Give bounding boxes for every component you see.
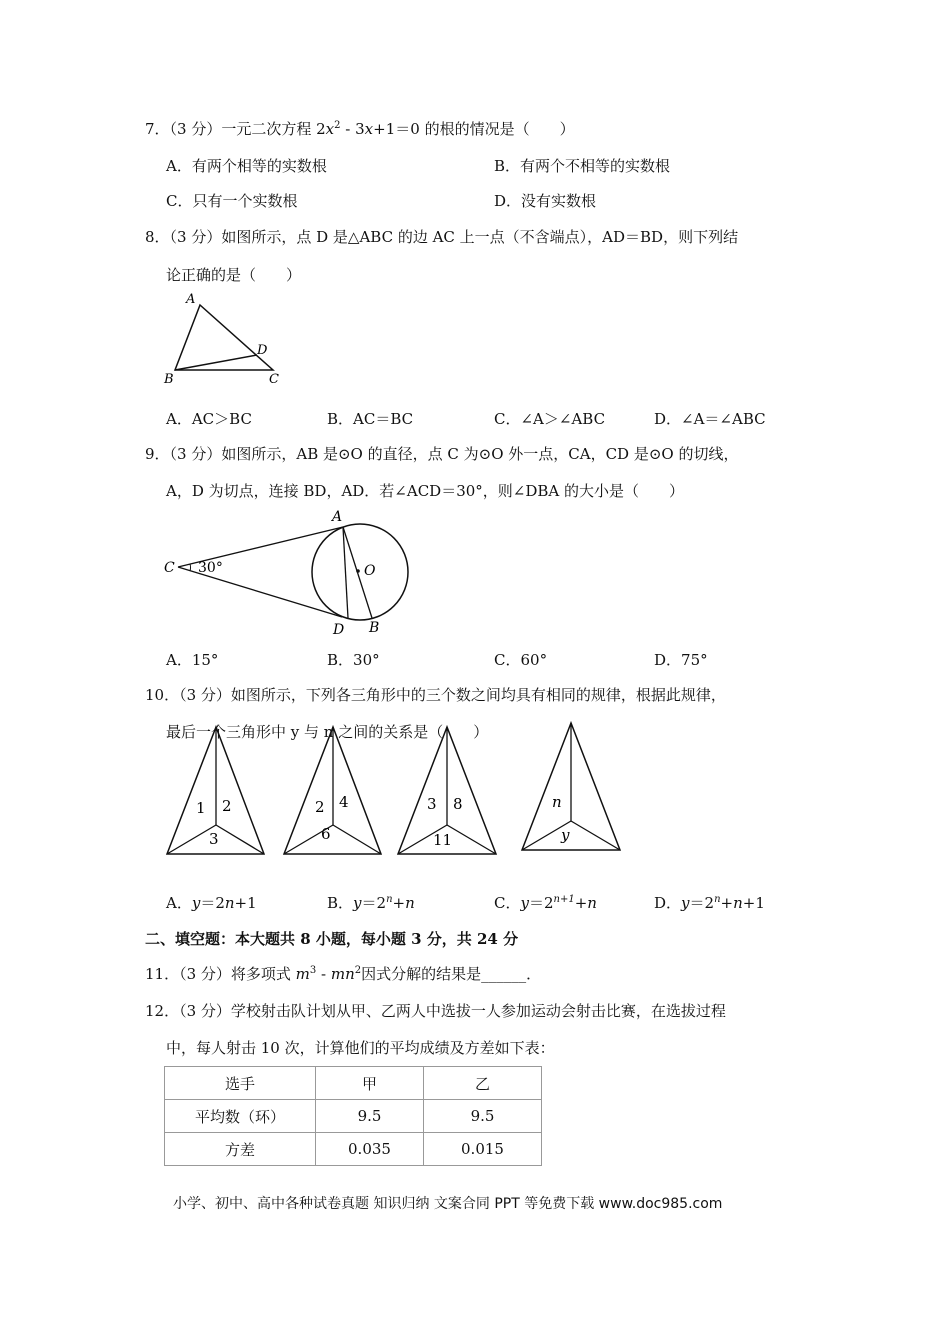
q12-stem-line2: 中，每人射击 10 次，计算他们的平均成绩及方差如下表： [166,1039,555,1057]
q11-stem: 11．（3 分）将多项式 $m^3 - mn^2$因式分解的结果是______． [145,965,542,983]
q7-var-x: x [325,120,335,138]
q10-tri2-bottom: 6 [321,825,331,843]
q10-stem-line1: 10．（3 分）如图所示，下列各三角形中的三个数之间均具有相同的规律，根据此规律， [145,686,726,704]
q7-exp: 2 [334,120,341,131]
q9-label-angle: 30° [198,560,223,576]
q9-option-d: D．75° [654,651,708,669]
table-cell: 9.5 [316,1100,424,1133]
q8-option-a: A．AC＞BC [166,410,252,428]
q10-tri3-left: 3 [427,795,437,813]
q8-option-c: C．∠A＞∠ABC [494,410,606,428]
q10-tri4-left: n [552,793,562,811]
q9-option-a: A．15° [166,651,219,669]
q8-label-b: B [164,372,174,387]
table-row [165,1133,542,1166]
q7-stem [145,118,575,139]
q9-label-o: O [364,563,376,579]
q7-option-d: D．没有实数根 [494,192,597,210]
q10-option-b: B．$y=2^n+n$ [327,894,415,912]
q8-triangle-figure [160,288,300,388]
q9-option-c: C．60° [494,651,548,669]
q7-option-c: C．只有一个实数根 [166,192,298,210]
q8-option-b: B．AC＝BC [327,410,414,428]
q10-option-c: C．$y=2^{n+1}+n$ [494,894,597,912]
table-header-row [165,1067,542,1100]
q9-option-b: B．30° [327,651,380,669]
q9-label-a: A [332,509,343,525]
section2-heading: 二、填空题：本大题共 8 小题，每小题 3 分，共 24 分 [145,930,519,948]
q8-segment-bd [175,355,257,370]
q7-stem-mid: - 3 [340,120,365,138]
table-header-cell: 甲 [316,1067,424,1100]
q9-label-b: B [369,620,380,636]
q7-stem-post: +1＝0 的根的情况是（ ） [373,120,575,138]
q9-label-c: C [164,560,175,576]
q8-label-c: C [269,372,279,387]
table-cell: 0.015 [424,1133,542,1166]
q7-option-a: A．有两个相等的实数根 [166,157,327,175]
q7-option-b: B．有两个不相等的实数根 [494,157,671,175]
q10-triangle-2 [283,727,383,857]
table-cell: 0.035 [316,1133,424,1166]
q9-stem-line2: A，D 为切点，连接 BD，AD．若∠ACD＝30°，则∠DBA 的大小是（ ） [166,482,685,500]
q9-center-dot [356,569,360,573]
q9-angle-arc [190,564,191,571]
q12-stem-line1: 12．（3 分）学校射击队计划从甲、乙两人中选拔一人参加运动会射击比赛，在选拔过程 [145,1002,726,1020]
q10-tri3-bottom: 11 [433,831,453,849]
table-cell: 9.5 [424,1100,542,1133]
table-cell: 方差 [165,1133,316,1166]
q10-triangle-1 [165,727,265,857]
q10-option-a: A．y＝2n+1 [166,894,257,912]
q10-stem-line2: 最后一个三角形中 y 与 n 之间的关系是（ ） [166,723,489,741]
table-row [165,1100,542,1133]
page-footer: 小学、初中、高中各种试卷真题 知识归纳 文案合同 PPT 等免费下载 www.doc985.com [173,1196,723,1212]
q10-triangle-3 [396,727,498,857]
q9-circle-o [312,524,408,620]
q10-tri2-right: 4 [339,793,349,811]
q8-triangle-abc [175,305,273,370]
q8-stem-line2: 论正确的是（ ） [166,266,302,284]
q7-var-x2: x [364,120,374,138]
q8-stem-line1: 8．（3 分）如图所示，点 D 是△ABC 的边 AC 上一点（不含端点），AD＝BD，则下列结 [145,228,739,246]
q10-tri4-bottom: y [561,826,570,844]
q10-tri2-left: 2 [315,798,325,816]
q10-option-d: D．$y=2^n+n+1$ [654,894,765,912]
q9-stem-line1: 9．（3 分）如图所示，AB 是⊙O 的直径，点 C 为⊙O 外一点，CA，CD 是⊙O 的切线， [145,445,739,463]
q10-tri1-right: 2 [222,797,232,815]
table-header-cell: 选手 [165,1067,316,1100]
q10-tri1-left: 1 [196,799,206,817]
q12-stats-table [164,1066,542,1166]
q8-label-a: A [186,292,196,307]
q10-triangle-4 [520,723,622,853]
q10-tri3-right: 8 [453,795,463,813]
q7-stem-pre: 7．（3 分）一元二次方程 2 [145,120,326,138]
q9-label-d: D [333,622,345,638]
q10-tri1-bottom: 3 [209,830,219,848]
table-header-cell: 乙 [424,1067,542,1100]
q8-option-d: D．∠A＝∠ABC [654,410,766,428]
table-cell: 平均数（环） [165,1100,316,1133]
q8-label-d: D [257,343,268,358]
q9-circle-figure [160,505,420,638]
